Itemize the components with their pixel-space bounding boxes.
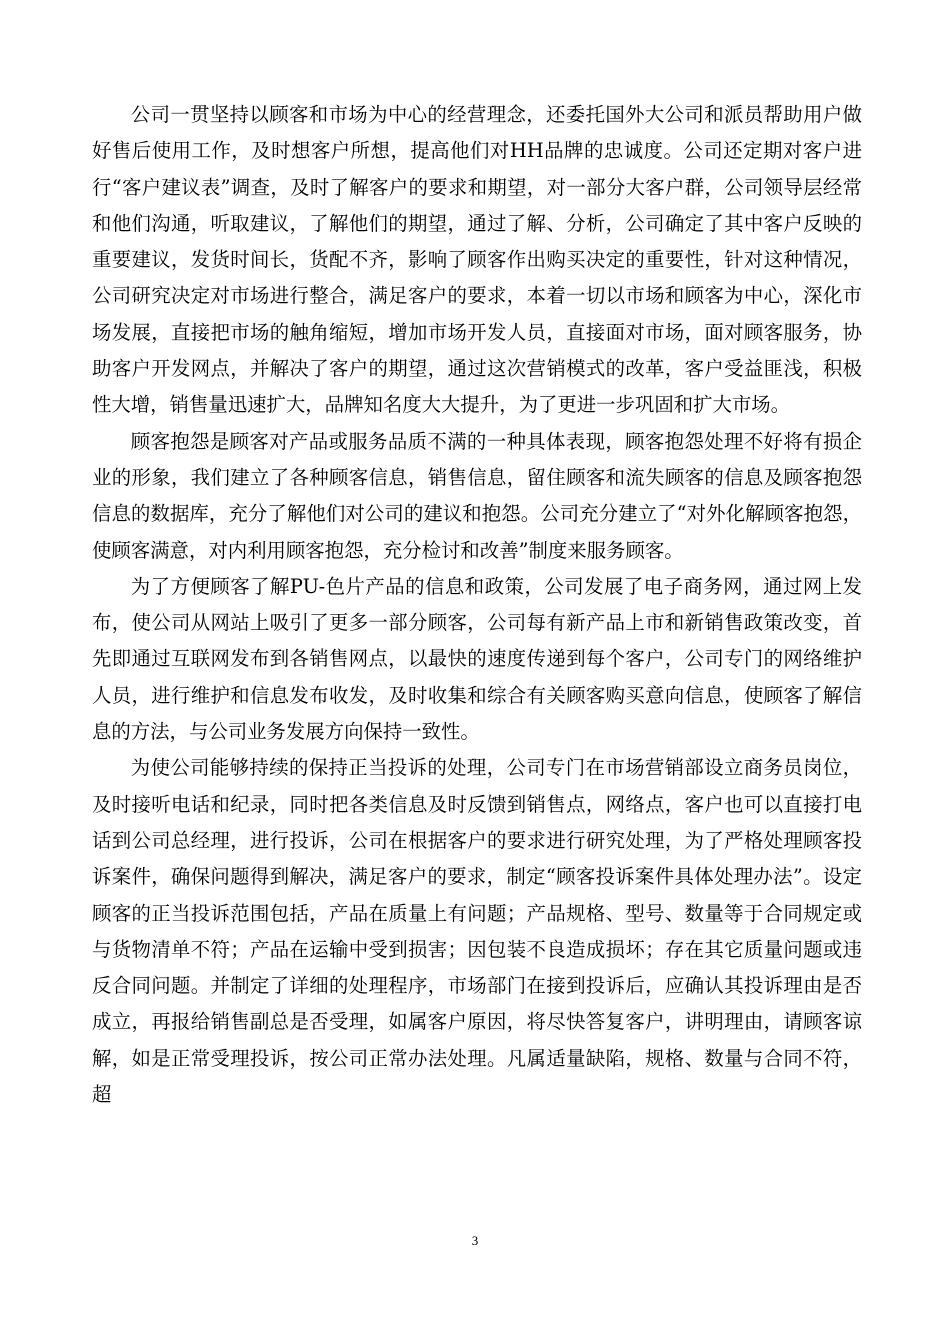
paragraph-complaint-handling: 为使公司能够持续的保持正当投诉的处理，公司专门在市场营销部设立商务员岗位，及时接听电话和纪录，同时把各类信息及时反馈到销售点，网络点，客户也可以直接打电话到公司总经理，进行投诉，公司在根据客户的要求进行研究处理，为了严格处理顾客投诉案件，确保问题得到解决，满足客户的要求，制定“顾客投诉案件具体处理办法”。设定顾客的正当投诉范围包括，产品在质量上有问题；产品规格、型号、数量等于合同规定或与货物清单不符；产品在运输中受到损害；因包装不良造成损坏；存在其它质量问题或违反合同问题。并制定了详细的处理程序，市场部门在接到投诉后，应确认其投诉理由是否成立，再报给销售副总是否受理，如属客户原因，将尽快答复客户，讲明理由，请顾客谅解，如是正常受理投诉，按公司正常办法处理。凡属适量缺陷，规格、数量与合同不符，超 bbox=[92, 756, 862, 1107]
paragraph-customer-focus: 公司一贯坚持以顾客和市场为中心的经营理念，还委托国外大公司和派员帮助用户做好售后使用工作，及时想客户所想，提高他们对HH品牌的忠诚度。公司还定期对客户进行“客户建议表”调查，及时了解客户的要求和期望，对一部分大客户群，公司领导层经常和他们沟通，听取建议，了解他们的期望，通过了解、分析，公司确定了其中客户反映的重要建议，发货时间长，货配不齐，影响了顾客作出购买决定的重要性，针对这种情况，公司研究决定对市场进行整合，满足客户的要求，本着一切以市场和顾客为中心，深化市场发展，直接把市场的触角缩短，增加市场开发人员，直接面对市场，面对顾客服务，协助客户开发网点，并解决了客户的期望，通过这次营销模式的改革，客户受益匪浅，积极性大增，销售量迅速扩大，品牌知名度大大提升，为了更进一步巩固和扩大市场。 bbox=[92, 103, 862, 417]
paragraph-ecommerce: 为了方便顾客了解PU-色片产品的信息和政策，公司发展了电子商务网，通过网上发布，使公司从网站上吸引了更多一部分顾客，公司每有新产品上市和新销售政策改变，首先即通过互联网发布到各销售网点，以最快的速度传递到每个客户，公司专门的网络维护人员，进行维护和信息发布收发，及时收集和综合有关顾客购买意向信息，使顾客了解信息的方法，与公司业务发展方向保持一致性。 bbox=[92, 574, 862, 744]
page-number: 3 bbox=[471, 1233, 479, 1248]
paragraph-customer-complaints: 顾客抱怨是顾客对产品或服务品质不满的一种具体表现，顾客抱怨处理不好将有损企业的形象，我们建立了各种顾客信息，销售信息，留住顾客和流失顾客的信息及顾客抱怨信息的数据库，充分了解他们对公司的建议和抱怨。公司充分建立了“对外化解顾客抱怨，使顾客满意，对内利用顾客抱怨，充分检讨和改善”制度来服务顾客。 bbox=[92, 429, 862, 562]
document-body bbox=[92, 97, 862, 1113]
